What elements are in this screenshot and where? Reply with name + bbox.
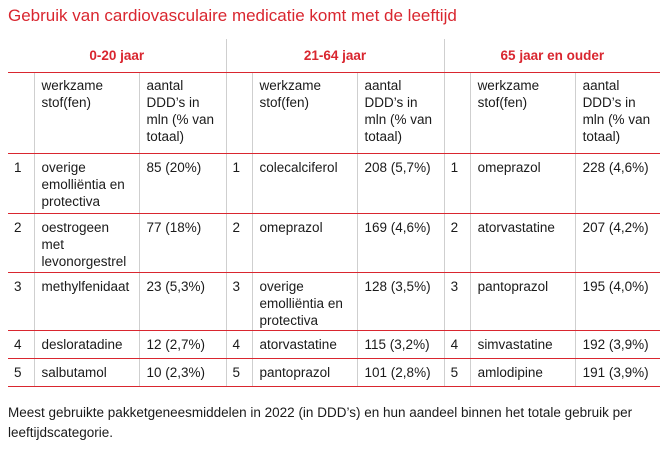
ddd-cell: 85 (20%) bbox=[139, 154, 226, 214]
medication-table-wrapper bbox=[8, 39, 660, 387]
table-row bbox=[8, 359, 660, 387]
rank-header bbox=[226, 73, 252, 154]
table-row bbox=[8, 331, 660, 359]
ddd-cell: 228 (4,6%) bbox=[575, 154, 660, 214]
substance-cell: omeprazol bbox=[252, 214, 357, 273]
group-header-65-plus: 65 jaar en ouder bbox=[444, 39, 660, 73]
ddd-cell: 10 (2,3%) bbox=[139, 359, 226, 387]
substance-header: werkzame stof(fen) bbox=[470, 73, 575, 154]
substance-cell: desloratadine bbox=[34, 331, 139, 359]
ddd-cell: 192 (3,9%) bbox=[575, 331, 660, 359]
rank-cell: 4 bbox=[444, 331, 470, 359]
ddd-header: aantal DDD’s in mln (% van totaal) bbox=[575, 73, 660, 154]
substance-cell: colecalciferol bbox=[252, 154, 357, 214]
substance-cell: methylfenidaat bbox=[34, 273, 139, 331]
rank-cell: 2 bbox=[444, 214, 470, 273]
ddd-cell: 208 (5,7%) bbox=[357, 154, 444, 214]
ddd-header: aantal DDD’s in mln (% van totaal) bbox=[357, 73, 444, 154]
rank-header bbox=[8, 73, 34, 154]
ddd-cell: 101 (2,8%) bbox=[357, 359, 444, 387]
table-row bbox=[8, 273, 660, 331]
column-header-row bbox=[8, 73, 660, 154]
substance-cell: atorvastatine bbox=[252, 331, 357, 359]
rank-cell: 4 bbox=[8, 331, 34, 359]
rank-cell: 3 bbox=[444, 273, 470, 331]
substance-cell: amlodipine bbox=[470, 359, 575, 387]
table-row bbox=[8, 154, 660, 214]
rank-cell: 1 bbox=[8, 154, 34, 214]
ddd-cell: 12 (2,7%) bbox=[139, 331, 226, 359]
ddd-cell: 77 (18%) bbox=[139, 214, 226, 273]
rank-cell: 4 bbox=[226, 331, 252, 359]
substance-cell: pantoprazol bbox=[252, 359, 357, 387]
ddd-cell: 23 (5,3%) bbox=[139, 273, 226, 331]
rank-cell: 5 bbox=[8, 359, 34, 387]
rank-cell: 3 bbox=[226, 273, 252, 331]
ddd-cell: 115 (3,2%) bbox=[357, 331, 444, 359]
substance-cell: overige emolliëntia en protectiva bbox=[252, 273, 357, 331]
ddd-cell: 191 (3,9%) bbox=[575, 359, 660, 387]
medication-table bbox=[8, 39, 660, 387]
rank-cell: 5 bbox=[444, 359, 470, 387]
table-row bbox=[8, 214, 660, 273]
substance-cell: atorvastatine bbox=[470, 214, 575, 273]
substance-cell: overige emolliëntia en protectiva bbox=[34, 154, 139, 214]
substance-header: werkzame stof(fen) bbox=[34, 73, 139, 154]
rank-cell: 2 bbox=[8, 214, 34, 273]
table-caption: Meest gebruikte pakketgeneesmiddelen in 2022 (in DDD’s) en hun aandeel binnen het totale gebruik per leeftijdscategorie. bbox=[8, 405, 633, 440]
substance-header: werkzame stof(fen) bbox=[252, 73, 357, 154]
rank-cell: 1 bbox=[226, 154, 252, 214]
substance-cell: salbutamol bbox=[34, 359, 139, 387]
substance-cell: simvastatine bbox=[470, 331, 575, 359]
group-header-row bbox=[8, 39, 660, 73]
substance-cell: pantoprazol bbox=[470, 273, 575, 331]
substance-cell: omeprazol bbox=[470, 154, 575, 214]
substance-cell: oestrogeen met levonorgestrel bbox=[34, 214, 139, 273]
rank-cell: 1 bbox=[444, 154, 470, 214]
ddd-cell: 207 (4,2%) bbox=[575, 214, 660, 273]
ddd-cell: 195 (4,0%) bbox=[575, 273, 660, 331]
ddd-cell: 169 (4,6%) bbox=[357, 214, 444, 273]
rank-cell: 2 bbox=[226, 214, 252, 273]
group-header-21-64: 21-64 jaar bbox=[226, 39, 444, 73]
rank-header bbox=[444, 73, 470, 154]
ddd-header: aantal DDD’s in mln (% van totaal) bbox=[139, 73, 226, 154]
ddd-cell: 128 (3,5%) bbox=[357, 273, 444, 331]
page-title: Gebruik van cardiovasculaire medicatie komt met de leeftijd bbox=[8, 6, 457, 25]
group-header-0-20: 0-20 jaar bbox=[8, 39, 226, 73]
rank-cell: 3 bbox=[8, 273, 34, 331]
rank-cell: 5 bbox=[226, 359, 252, 387]
